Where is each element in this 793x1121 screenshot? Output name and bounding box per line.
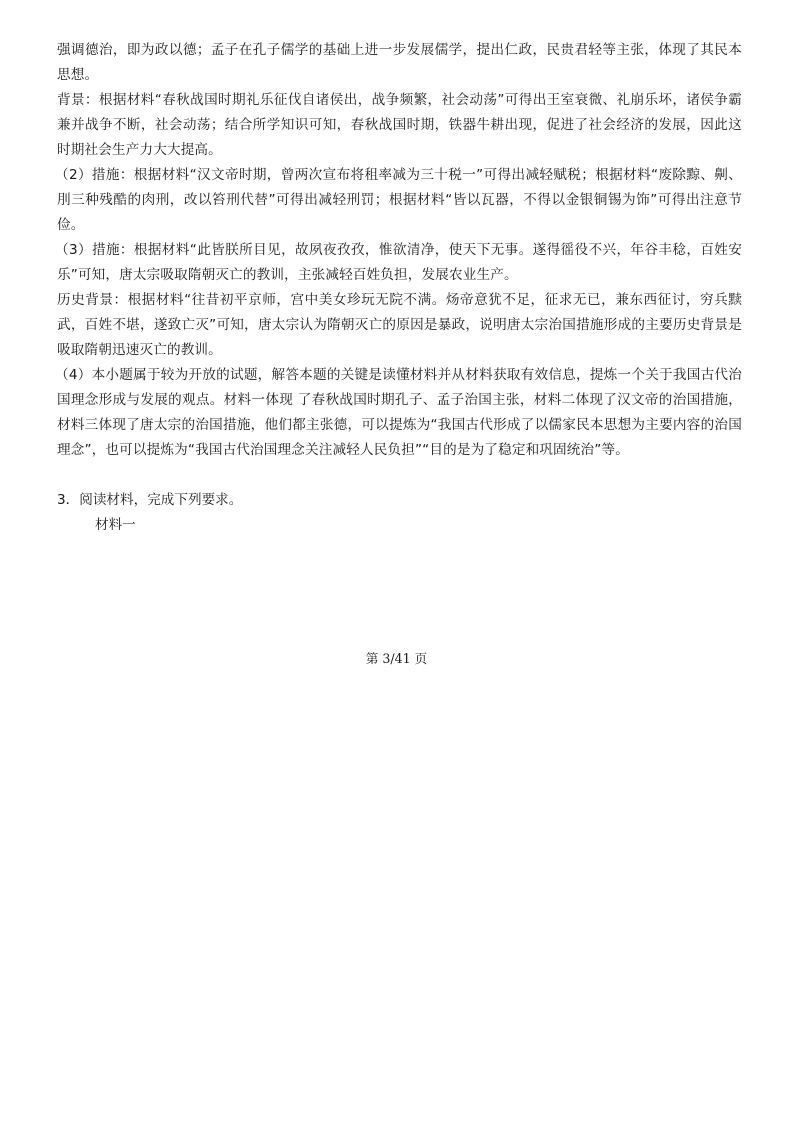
answer-analysis: [57, 38, 742, 538]
paragraph-confucius-mencius: 强调德治，即为政以德；孟子在孔子儒学的基础上进一步发展儒学，提出仁政，民贵君轻等主张，体现了其民本思想。: [57, 42, 742, 83]
paragraph-background: 背景：根据材料“春秋战国时期礼乐征伐自诸侯出，战争频繁，社会动荡”可得出王室衰微、礼崩乐坏，诸侯争霸兼并战争不断，社会动荡；结合所学知识可知，春秋战国时期，铁器牛耕出现，促进了社会经济的发展，因此这时期社会生产力大大提高。: [57, 92, 742, 158]
paragraph-answer-2: （2）措施：根据材料“汉文帝时期，曾两次宣布将租率减为三十税一”可得出减轻赋税；根据材料“废除黥、劓、刖三种残酷的肉刑，改以笞刑代替”可得出减轻刑罚；根据材料“皆以瓦器，不得以金银铜锡为饰”可得出注意节俭。: [55, 167, 742, 233]
paragraph-answer-4: （4）本小题属于较为开放的试题，解答本题的关键是读懂材料并从材料获取有效信息，提炼一个关于我国古代治国理念形成与发展的观点。材料一体现 了春秋战国时期孔子、孟子治国主张，材料二体现了汉文帝的治国措施，材料三体现了唐太宗的治国措施，他们都主张德，可以提炼为“我国古代形成了以儒家民本思想为主要内容的治国理念”，也可以提炼为“我国古代治国理念关注减轻人民负担”“目的是为了稳定和巩固统治”等。: [55, 367, 742, 458]
material-one-label: 材料一: [95, 517, 136, 533]
question-3-title: 3．阅读材料，完成下列要求。: [57, 492, 243, 508]
paragraph-answer-3: （3）措施：根据材料“此皆朕所目见，故夙夜孜孜，惟欲清净，使天下无事。遂得徭役不兴，年谷丰稔，百姓安乐”可知，唐太宗吸取隋朝灭亡的教训，主张减轻百姓负担，发展农业生产。: [55, 242, 742, 283]
blank-line: [57, 463, 742, 488]
paragraph-historical-background: 历史背景：根据材料“往昔初平京师，宫中美女珍玩无院不满。炀帝意犹不足，征求无已，兼东西征讨，穷兵黩武，百姓不堪，遂致亡灭”可知，唐太宗认为隋朝灭亡的原因是暴政，说明唐太宗治国措施形成的主要历史背景是吸取隋朝迅速灭亡的教训。: [57, 292, 742, 358]
page-number: 第 3/41 页: [365, 651, 428, 666]
